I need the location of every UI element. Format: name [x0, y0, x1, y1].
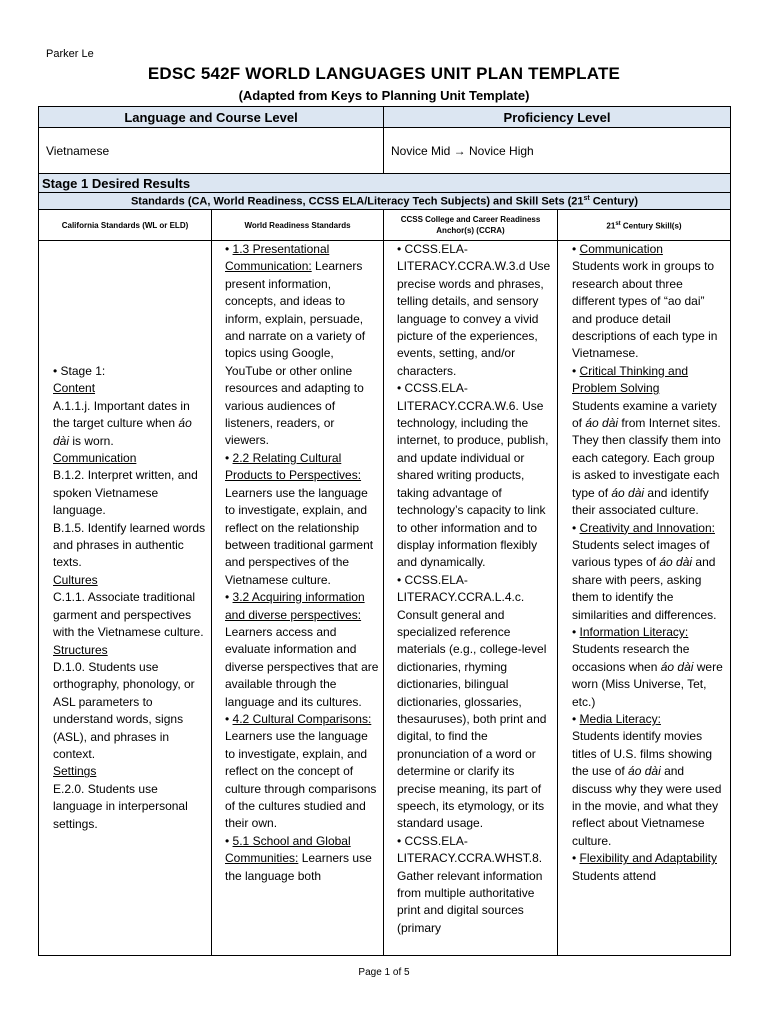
skill-media-literacy: • Media Literacy:	[572, 711, 661, 726]
century-skills-post: Century Skill(s)	[620, 221, 682, 231]
ao-dai-term: áo dài	[660, 659, 694, 674]
value-row	[39, 128, 731, 174]
skill-creativity-text	[572, 537, 726, 624]
skill-critical-thinking: • Critical Thinking and Problem Solving	[572, 363, 689, 396]
t2e: and identify their associated culture.	[572, 485, 709, 518]
california-standards-cell	[39, 241, 212, 956]
t3c: and share with peers, asking them to identify the similarities and differences.	[572, 555, 717, 622]
standard-2-2-heading: 2.2 Relating Cultural Products to Perspectives:	[225, 450, 362, 483]
skill-critical-thinking-text	[572, 398, 726, 520]
world-readiness-cell	[212, 241, 384, 956]
author-name: Parker Le	[46, 48, 94, 60]
world-readiness-header: World Readiness Standards	[212, 210, 384, 241]
standard-1-3-heading: 1.3 Presentational Communication:	[225, 242, 330, 274]
standards-title-pre: Standards (CA, World Readiness, CCSS ELA/Literacy Tech Subjects) and Skill Sets (21	[130, 195, 584, 208]
skill-information-literacy-heading: Information Literacy:	[579, 624, 689, 639]
skill-flexibility-heading: Flexibility and Adaptability	[579, 851, 717, 866]
cultures-heading: Cultures	[53, 572, 98, 587]
skill-communication: • Communication	[572, 242, 663, 256]
t4a: Students research the occasions when	[572, 642, 690, 674]
standard-a111j-text: A.1.1.j. Important dates in the target culture when	[53, 398, 190, 431]
standard-4-2-text: Learners use the language to investigate, explain, and reflect on the concept of culture through comparisons of the cultures studied and their own.	[225, 729, 377, 831]
ao-dai-term: áo dài	[585, 416, 619, 431]
document-title: EDSC 542F WORLD LANGUAGES UNIT PLAN TEMPLATE	[147, 64, 621, 83]
stage-row	[39, 174, 731, 193]
standard-5-1: • 5.1 School and Global Communities: Learners use the language both	[225, 833, 372, 883]
ccss-w6: • CCSS.ELA-LITERACY.CCRA.W.6. Use technology, including the internet, to produce, publish, and update individual or shared writing products, taking advantage of technology’s capacity to link to other information and to display information flexibly and dynamically.	[397, 381, 549, 570]
standard-b15: B.1.5. Identify learned words and phrases in authentic texts.	[53, 520, 206, 570]
skill-communication-text: Students work in groups to research about three different types of “ao dai” and produce detail descriptions of each type in Vietnamese.	[572, 259, 718, 361]
standard-d10: D.1.0. Students use orthography, phonology, or ASL parameters to understand words, signs (ASL), and phrases in context.	[53, 659, 195, 761]
document-subtitle: (Adapted from Keys to Planning Unit Template)	[238, 88, 530, 103]
century-skills-sup: st	[615, 220, 621, 227]
proficiency-value: Novice Mid → Novice High	[384, 128, 731, 174]
unit-plan-table	[38, 106, 731, 956]
standards-row	[39, 193, 731, 210]
california-standards-header: California Standards (WL or ELD)	[39, 210, 212, 241]
century-skills-cell	[558, 241, 731, 956]
ao-dai-term: áo dài	[53, 416, 192, 448]
ccss-w3d: • CCSS.ELA-LITERACY.CCRA.W.3.d Use precise words and phrases, telling details, and sensory language to convey a vivid picture of the experiences, events, setting, and/or characters.	[397, 242, 551, 378]
standard-3-2: • 3.2 Acquiring information and diverse perspectives: Learners access and evaluate information and diverse perspectives that are available through the language and its cultures.	[225, 590, 379, 709]
content-row	[39, 241, 731, 956]
skill-information-literacy-text	[572, 641, 726, 711]
standard-1-3: • 1.3 Presentational Communication: Learners present information, concepts, and ideas to inform, explain, persuade, and narrate on a variety of topics using Google, YouTube or other online resources and adapting to various audiences of listeners, readers, or viewers.	[225, 242, 366, 448]
standard-b12: B.1.2. Interpret written, and spoken Vietnamese language.	[53, 468, 198, 518]
ccss-whst8: • CCSS.ELA-LITERACY.CCRA.WHST.8. Gather relevant information from multiple authoritative print and digital sources (primary	[397, 833, 543, 935]
standard-a111j-end: is worn.	[69, 433, 114, 448]
ao-dai-term: áo dài	[611, 485, 645, 500]
t5a: Students identify movies titles of U.S. films showing the use of	[572, 729, 713, 779]
skill-media-literacy-heading: Media Literacy:	[579, 711, 661, 726]
standard-a111j	[53, 398, 207, 450]
ccss-l4c: • CCSS.ELA-LITERACY.CCRA.L.4.c. Consult general and specialized reference materials (e.g., college-level dictionaries, rhyming dictionaries, bilingual dictionaries, glossaries, thesauruses), both print and digital, to find the pronunciation of a word or determine or clarify its precise meaning, its part of speech, its etymology, or its standard usage.	[397, 572, 547, 831]
skill-creativity: • Creativity and Innovation:	[572, 520, 715, 535]
t2c: from Internet sites. They then classify them into each category. Each group is asked to investigate each type of	[572, 416, 721, 500]
t5c: and discuss why they were used in the movie, and what they reflect about Vietnamese culture.	[572, 764, 722, 848]
header-row	[39, 107, 731, 128]
content-heading: Content	[53, 381, 96, 396]
standard-e20: E.2.0. Students use language in interpersonal settings.	[53, 781, 188, 831]
standard-5-1-heading: 5.1 School and Global Communities:	[225, 833, 351, 866]
standard-2-2: • 2.2 Relating Cultural Products to Perspectives: Learners use the language to investigate, explain, and reflect on the relationship between traditional garment and perspectives of the Vietnamese culture.	[225, 450, 374, 587]
century-skills-header	[558, 210, 731, 241]
standard-5-1-text: Learners use the language both	[225, 851, 372, 883]
settings-heading: Settings	[53, 764, 97, 779]
proficiency-header: Proficiency Level	[384, 107, 731, 128]
skill-information-literacy: • Information Literacy:	[572, 624, 689, 639]
page-number: Page 1 of 5	[358, 967, 410, 978]
skill-creativity-heading: Creativity and Innovation:	[579, 520, 715, 535]
structures-heading: Structures	[53, 642, 108, 657]
ccss-header: CCSS College and Career Readiness Anchor(s) (CCRA)	[384, 210, 558, 241]
skill-communication-heading: Communication	[579, 242, 663, 256]
language-value: Vietnamese	[39, 128, 384, 174]
t3a: Students select images of various types of	[572, 537, 710, 570]
ccss-cell	[384, 241, 558, 956]
stage-title: Stage 1 Desired Results	[39, 174, 731, 193]
standards-title-sup: st	[583, 194, 590, 202]
t2a: Students examine a variety of	[572, 398, 717, 431]
language-course-header: Language and Course Level	[39, 107, 384, 128]
skill-flexibility-text: Students attend	[572, 868, 657, 883]
standards-title	[39, 193, 731, 210]
century-skills-pre: 21	[606, 221, 616, 231]
standard-3-2-text: Learners access and evaluate information and diverse perspectives that are available through the language and its cultures.	[225, 624, 379, 709]
skill-flexibility: • Flexibility and Adaptability	[572, 851, 717, 866]
standards-title-post: Century)	[589, 195, 639, 208]
standard-c11: C.1.1. Associate traditional garment and perspectives with the Vietnamese culture.	[53, 590, 204, 640]
communication-heading: Communication	[53, 451, 137, 466]
standard-3-2-heading: 3.2 Acquiring information and diverse perspectives:	[225, 590, 365, 622]
skill-critical-thinking-heading: Critical Thinking and Problem Solving	[572, 363, 689, 396]
skill-media-literacy-text	[572, 728, 726, 850]
standard-4-2-heading: 4.2 Cultural Comparisons:	[232, 711, 372, 726]
standard-4-2: • 4.2 Cultural Comparisons: Learners use the language to investigate, explain, and reflect on the concept of culture through comparisons of the cultures studied and their own.	[225, 711, 377, 831]
standard-1-3-text: Learners present information, concepts, and ideas to inform, explain, persuade, and narrate on a variety of topics using Google, YouTube or other online resources and adapting to various audiences of listeners, readers, or viewers.	[225, 259, 366, 448]
ao-dai-term: áo dài	[659, 555, 693, 570]
ao-dai-term: áo dài	[628, 764, 661, 779]
stage-label: • Stage 1:	[53, 364, 106, 379]
t4c: were worn (Miss Universe, Tet, etc.)	[572, 659, 723, 709]
standard-2-2-text: Learners use the language to investigate, explain, and reflect on the relationship between traditional garment and perspectives of the Vietnamese culture.	[225, 485, 374, 587]
column-header-row	[39, 210, 731, 241]
